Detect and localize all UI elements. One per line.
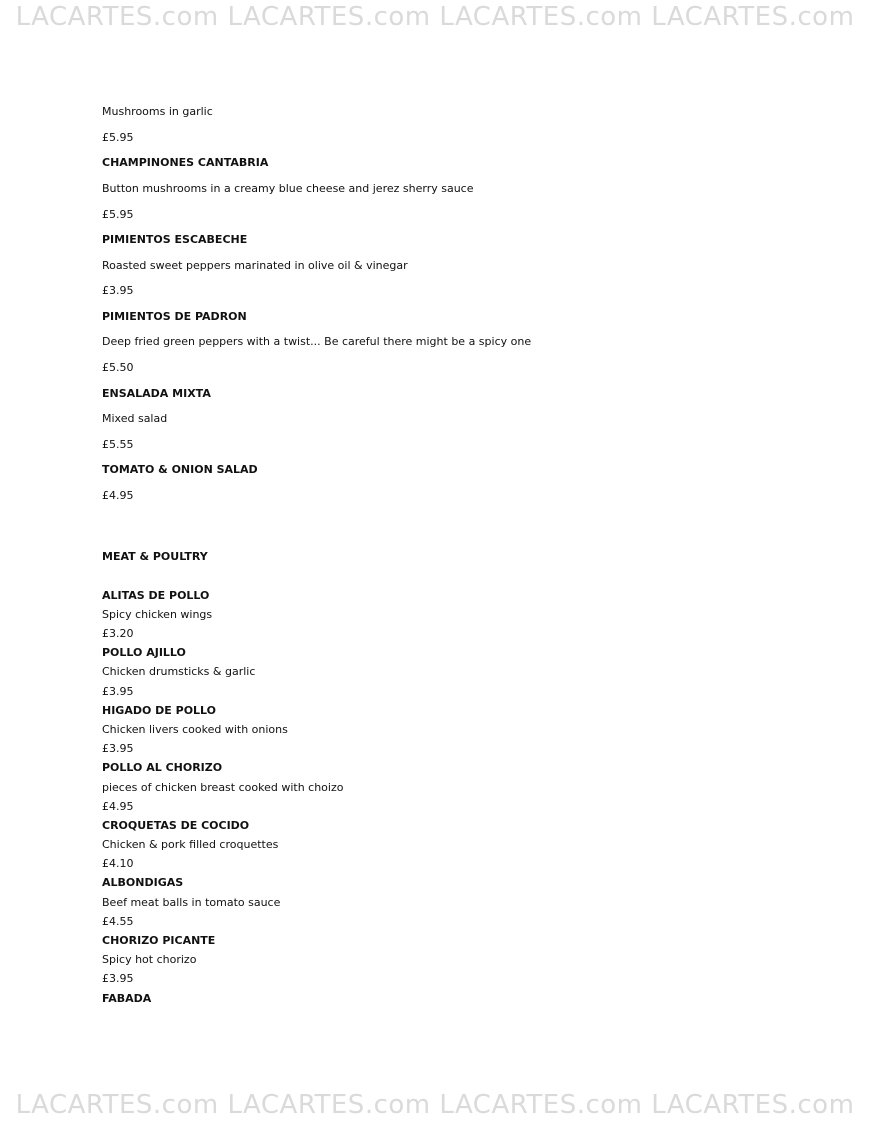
item-price: £4.55 <box>102 915 134 928</box>
item-price: £3.95 <box>102 284 134 297</box>
item-description: Chicken & pork filled croquettes <box>102 838 279 851</box>
item-name: FABADA <box>102 992 152 1005</box>
item-price: £4.95 <box>102 800 134 813</box>
item-price: £3.20 <box>102 627 134 640</box>
item-price: £5.50 <box>102 361 134 374</box>
item-name: CHAMPINONES CANTABRIA <box>102 156 269 169</box>
item-name: HIGADO DE POLLO <box>102 704 217 717</box>
watermark-top: LACARTES.com LACARTES.com LACARTES.com LACARTES.com <box>15 2 855 32</box>
item-price: £3.95 <box>102 972 134 985</box>
item-price: £5.55 <box>102 438 134 451</box>
item-price: £5.95 <box>102 131 134 144</box>
item-description: Deep fried green peppers with a twist... Be careful there might be a spicy one <box>102 335 532 348</box>
item-name: ALBONDIGAS <box>102 876 184 889</box>
item-price: £5.95 <box>102 208 134 221</box>
item-name: PIMIENTOS ESCABECHE <box>102 233 248 246</box>
watermark-bottom: LACARTES.com LACARTES.com LACARTES.com LACARTES.com <box>15 1090 855 1120</box>
item-description: Spicy hot chorizo <box>102 953 197 966</box>
item-description: Chicken drumsticks & garlic <box>102 665 256 678</box>
item-price: £3.95 <box>102 685 134 698</box>
item-description: Mushrooms in garlic <box>102 105 213 118</box>
item-price: £4.10 <box>102 857 134 870</box>
item-description: Chicken livers cooked with onions <box>102 723 288 736</box>
item-price: £3.95 <box>102 742 134 755</box>
item-description: Button mushrooms in a creamy blue cheese and jerez sherry sauce <box>102 182 474 195</box>
section-title: MEAT & POULTRY <box>102 550 208 563</box>
item-name: POLLO AL CHORIZO <box>102 761 223 774</box>
item-description: pieces of chicken breast cooked with choizo <box>102 781 344 794</box>
item-name: CHORIZO PICANTE <box>102 934 216 947</box>
item-price: £4.95 <box>102 489 134 502</box>
item-name: TOMATO & ONION SALAD <box>102 463 258 476</box>
item-name: CROQUETAS DE COCIDO <box>102 819 250 832</box>
item-description: Beef meat balls in tomato sauce <box>102 896 281 909</box>
item-name: ENSALADA MIXTA <box>102 387 211 400</box>
item-description: Roasted sweet peppers marinated in olive oil & vinegar <box>102 259 408 272</box>
item-name: ALITAS DE POLLO <box>102 589 210 602</box>
item-name: POLLO AJILLO <box>102 646 186 659</box>
item-name: PIMIENTOS DE PADRON <box>102 310 247 323</box>
item-description: Mixed salad <box>102 412 168 425</box>
item-description: Spicy chicken wings <box>102 608 213 621</box>
